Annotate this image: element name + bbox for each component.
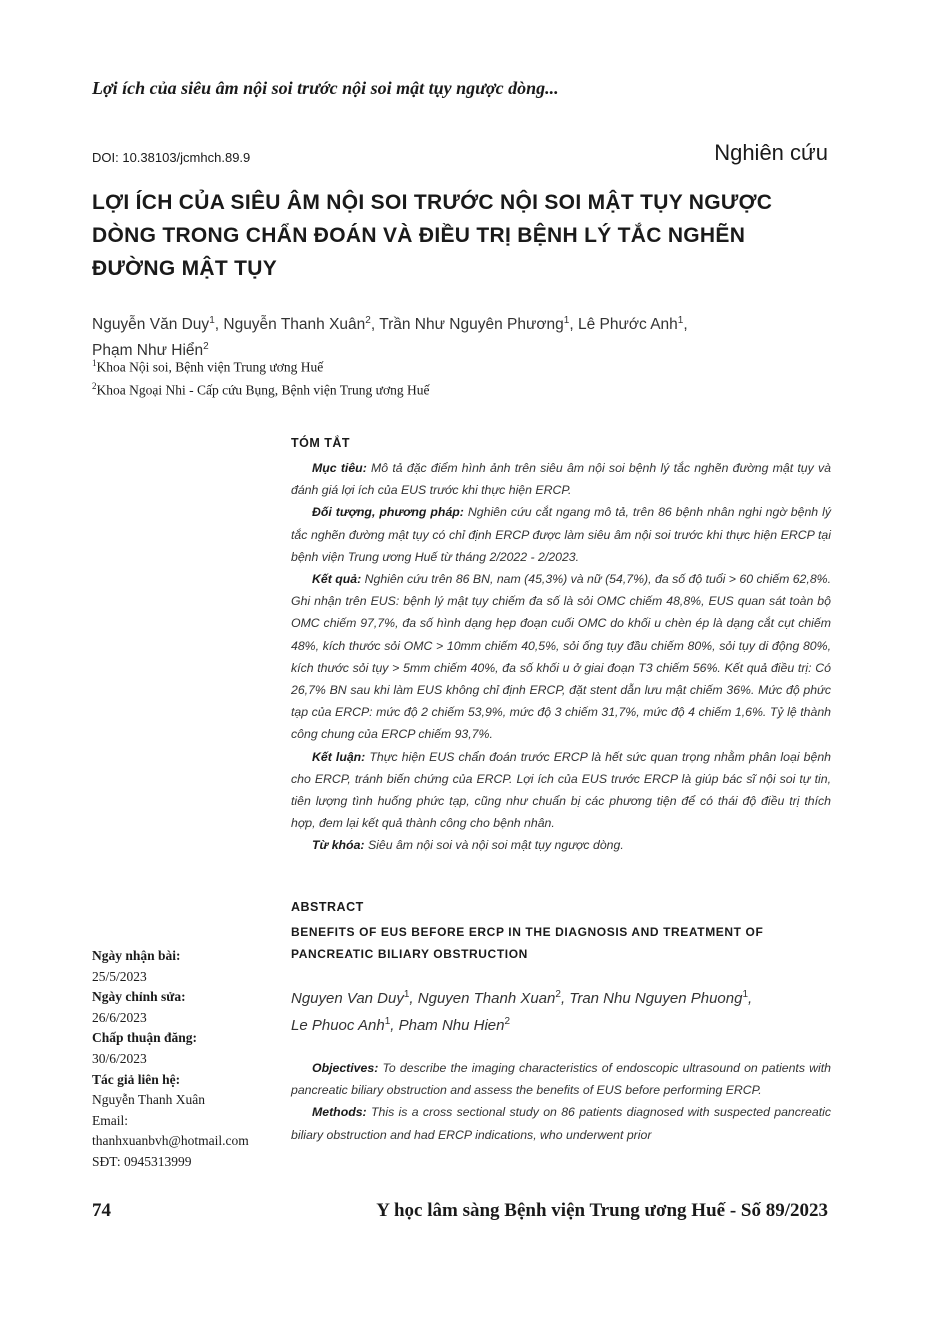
author-separator: , <box>214 316 224 334</box>
author-affiliation-mark: 2 <box>203 341 209 353</box>
author-separator: , <box>560 990 570 1007</box>
affiliation <box>92 381 430 399</box>
paragraph-text: To describe the imaging characteristics of endoscopic ultrasound on patients with pancreatic biliary obstruction and assess the benefits of EUS before performing ERCP. <box>291 1061 831 1098</box>
abstract-paragraph <box>291 1101 831 1145</box>
paragraph-text: Nghiên cứu cắt ngang mô tả, trên 86 bệnh nhân nghi ngờ bệnh lý tắc nghẽn đường mật tụy có chỉ định ERCP được làm siêu âm nội soi trước khi thực hiện ERCP tại bệnh viện Trung ương Huế từ tháng 2/2022 - 2/2023. <box>291 505 831 564</box>
accepted-label: Chấp thuận đăng: <box>92 1030 198 1046</box>
revised-date: 26/6/2023 <box>92 1009 147 1025</box>
received-date: 25/5/2023 <box>92 968 147 984</box>
author-name: Trần Như Nguyên Phương <box>379 316 564 334</box>
author-name: Pham Nhu Hien <box>398 1017 505 1034</box>
title-line: ĐƯỜNG MẬT TỤY <box>92 257 278 280</box>
author-affiliation-mark: 1 <box>677 315 684 326</box>
affiliation-number: 1 <box>92 358 97 368</box>
accepted-date: 30/6/2023 <box>92 1050 147 1066</box>
page-number: 74 <box>92 1200 111 1221</box>
paragraph-text: This is a cross sectional study on 86 patients diagnosed with suspected pancreatic biliary obstruction and had ERCP indications, who underwent prior <box>291 1105 831 1142</box>
author-name: Nguyễn Văn Duy <box>92 316 210 334</box>
title-line: LỢI ÍCH CỦA SIÊU ÂM NỘI SOI TRƯỚC NỘI SOI MẬT TỤY NGƯỢC <box>92 191 773 214</box>
english-title-line: BENEFITS OF EUS BEFORE ERCP IN THE DIAGNOSIS AND TREATMENT OF <box>291 925 764 939</box>
paragraph-text: Thực hiện EUS chẩn đoán trước ERCP là hết sức quan trọng nhằm phân loại bệnh cho ERCP, tránh biến chứng của ERCP. Lợi ích của EUS trước ERCP là giúp bác sĩ nội soi tự tin, tiên lượng tình huống phức tạp, cũng như chuẩn bị các phương tiện để có thái độ điều trị thích hợp, đem lại kết quả thành công cho bệnh nhân. <box>291 749 832 831</box>
revised-label: Ngày chỉnh sửa: <box>92 989 186 1005</box>
paragraph-label: Kết luận: <box>312 749 366 764</box>
author-name: Phạm Như Hiển <box>92 342 204 360</box>
abstract-heading: TÓM TẮT <box>291 436 351 450</box>
author-affiliation-mark: 1 <box>209 315 215 326</box>
affiliation-number: 2 <box>92 381 97 391</box>
author-affiliation-mark: 1 <box>742 989 749 1000</box>
corresponding-author: Nguyễn Thanh Xuân <box>92 1092 205 1108</box>
title-line: DÒNG TRONG CHẨN ĐOÁN VÀ ĐIỀU TRỊ BỆNH LÝ TẮC NGHẼN <box>92 224 746 247</box>
english-author-list <box>291 983 831 1037</box>
author-name: Le Phuoc Anh <box>291 1017 385 1034</box>
author-name: Nguyen Thanh Xuan <box>417 990 556 1007</box>
affiliation-text: Khoa Nội soi, Bệnh viện Trung ương Huế <box>96 359 324 375</box>
author-name: Lê Phước Anh <box>577 316 678 334</box>
section-label: Nghiên cứu <box>714 140 828 165</box>
running-header: Lợi ích của siêu âm nội soi trước nội soi mật tụy ngược dòng... <box>92 78 559 98</box>
abstract-paragraph <box>291 834 831 856</box>
author-separator: , <box>370 316 380 334</box>
author-list <box>92 310 842 362</box>
email-label: Email: <box>92 1112 128 1128</box>
author-affiliation-mark: 1 <box>563 315 570 326</box>
author-affiliation-mark: 1 <box>384 1016 391 1027</box>
paragraph-label: Đối tượng, phương pháp: <box>312 505 464 520</box>
received-label: Ngày nhận bài: <box>92 948 181 963</box>
paragraph-label: Objectives: <box>312 1061 379 1075</box>
corresponding-label: Tác giả liên hệ: <box>92 1071 181 1087</box>
author-affiliation-mark: 2 <box>365 315 371 326</box>
paragraph-label: Mục tiêu: <box>312 461 367 475</box>
article-info-sidebar <box>92 946 282 1173</box>
author-separator: , <box>569 316 578 334</box>
author-affiliation-mark: 2 <box>555 989 561 1000</box>
author-affiliation-mark: 1 <box>403 989 410 1000</box>
email-address: thanhxuanbvh@hotmail.com <box>92 1133 249 1149</box>
abstract-paragraph <box>291 746 831 835</box>
abstract-vietnamese <box>291 436 831 857</box>
english-title <box>291 921 831 965</box>
paragraph-text: Mô tả đặc điểm hình ảnh trên siêu âm nội soi bệnh lý tắc nghẽn đường mật tụy và đánh giá lợi ích của EUS trước khi thực hiện ERCP. <box>291 461 832 498</box>
doi: DOI: 10.38103/jcmhch.89.9 <box>92 150 251 165</box>
journal-name: Y học lâm sàng Bệnh viện Trung ương Huế - Số 89/2023 <box>376 1200 828 1221</box>
abstract-paragraph <box>291 568 831 746</box>
author-name: Nguyen Van Duy <box>291 990 404 1007</box>
author-separator: , <box>683 316 688 334</box>
author-name: Tran Nhu Nguyen Phuong <box>569 990 743 1007</box>
author-separator: , <box>409 990 418 1007</box>
english-title-line: PANCREATIC BILIARY OBSTRUCTION <box>291 947 528 961</box>
paragraph-text: Nghiên cứu trên 86 BN, nam (45,3%) và nữ (54,7%), đa số độ tuổi > 60 chiếm 62,8%. Ghi nhận trên EUS: bệnh lý mật tụy chiếm đa số là sỏi OMC chiếm 48,8%, EUS quan sát toàn bộ OMC chiếm 97,7%, đa số hình dạng hẹp đoạn cuối OMC do khối u chèn ép là dạng cắt cụt chiếm 48%, kích thước sỏi OMC > 10mm chiếm 40,5%, sỏi ống tụy đầu chiếm 80%, sỏi tụy di động 80%, kích thước sỏi tụy > 5mm chiếm 40%, đa số khối u ở giai đoạn T3 chiếm 56%. Kết quả điều trị: Có 26,7% BN sau khi làm EUS không chỉ định ERCP, đặt stent dẫn lưu mật chiếm 36%. Mức độ phức tạp của ERCP: mức độ 2 chiếm 53,9%, mức độ 3 chiếm 31,7%, mức độ 4 chiếm 1,6%. Tỷ lệ thành công chung của ERCP chiếm 93,7%. <box>291 572 832 742</box>
abstract-paragraph <box>291 457 831 501</box>
paragraph-label: Methods: <box>312 1105 367 1120</box>
author-affiliation-mark: 2 <box>504 1016 511 1027</box>
phone-number: SĐT: 0945313999 <box>92 1153 192 1169</box>
paragraph-label: Kết quả: <box>312 572 362 587</box>
paragraph-label: Từ khóa: <box>312 838 365 853</box>
author-separator: , <box>390 1017 399 1034</box>
paragraph-text: Siêu âm nội soi và nội soi mật tụy ngược dòng. <box>367 838 624 853</box>
abstract-heading: ABSTRACT <box>291 900 364 914</box>
abstract-paragraph <box>291 1057 831 1101</box>
affiliation-text: Khoa Ngoại Nhi - Cấp cứu Bụng, Bệnh viện Trung ương Huế <box>96 382 430 398</box>
article-title <box>92 186 842 285</box>
author-name: Nguyễn Thanh Xuân <box>223 316 366 334</box>
author-separator: , <box>748 990 753 1007</box>
affiliation <box>92 358 323 376</box>
abstract-paragraph <box>291 501 831 568</box>
abstract-english <box>291 900 831 1146</box>
